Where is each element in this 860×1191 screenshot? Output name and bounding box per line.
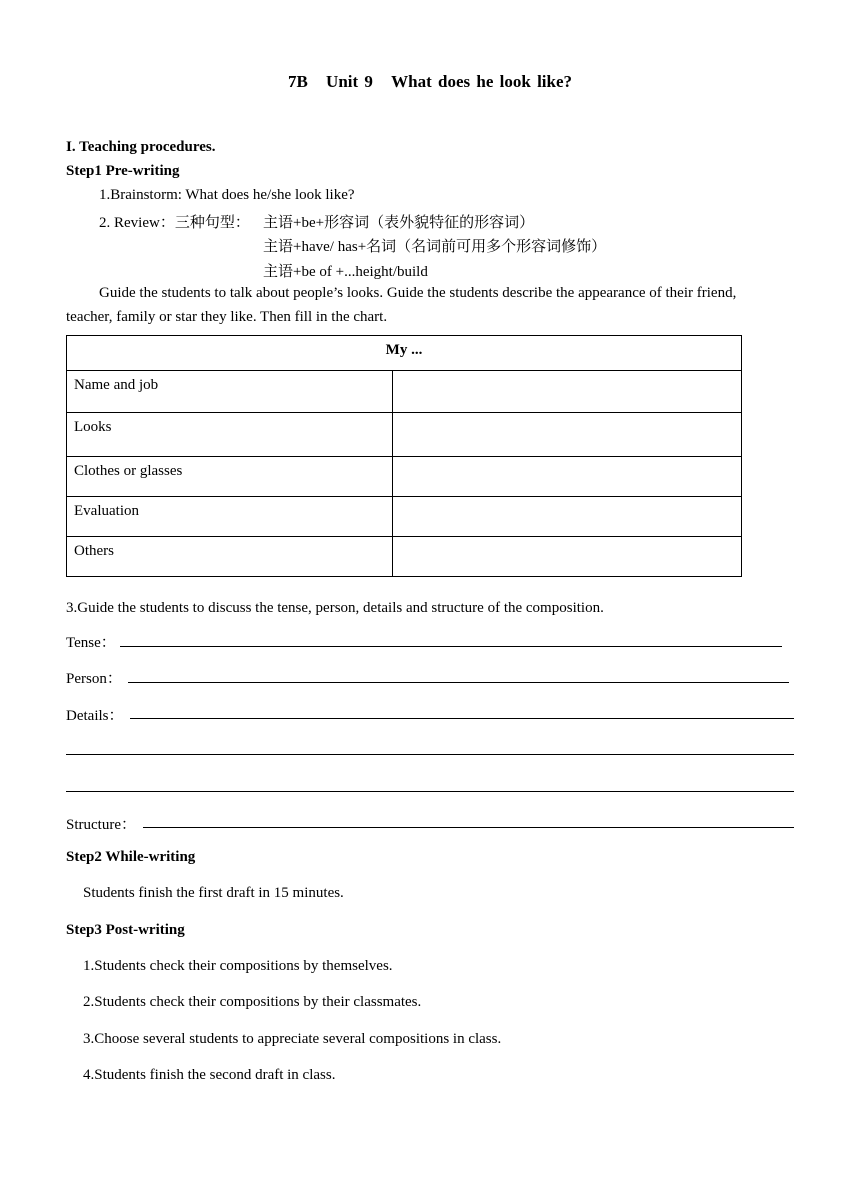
chart-answer-cell[interactable] [393, 457, 742, 497]
guide-text-line-2: teacher, family or star they like. Then fill in the chart. [66, 309, 388, 325]
fill-in-chart [66, 335, 742, 577]
section-heading: I. Teaching procedures. [66, 139, 216, 155]
chart-row-label: Evaluation [67, 497, 393, 537]
chart-answer-cell[interactable] [393, 537, 742, 577]
person-answer-line[interactable] [128, 682, 789, 683]
discuss-item-3: 3.Guide the students to discuss the tense, person, details and structure of the composition. [66, 600, 604, 616]
step3-item: 1.Students check their compositions by themselves. [83, 958, 393, 974]
step3-item: 2.Students check their compositions by their classmates. [83, 994, 422, 1010]
details-label: Details： [66, 708, 124, 724]
pattern-1: 主语+be+形容词（表外貌特征的形容词） [263, 215, 535, 231]
details-answer-line[interactable] [66, 754, 794, 755]
details-answer-line[interactable] [66, 791, 794, 792]
step3-item: 4.Students finish the second draft in class. [83, 1067, 336, 1083]
step2-heading: Step2 While-writing [66, 849, 196, 865]
chart-row [67, 371, 742, 413]
step1-item-2-prefix: 2. Review：三种句型： [99, 215, 250, 231]
chart-row-label: Clothes or glasses [67, 457, 393, 497]
step1-heading: Step1 Pre-writing [66, 163, 180, 179]
title-unit: Unit 9 [326, 72, 373, 91]
step3-item: 3.Choose several students to appreciate several compositions in class. [83, 1031, 502, 1047]
structure-label: Structure： [66, 817, 136, 833]
chart-row [67, 457, 742, 497]
person-label: Person： [66, 671, 122, 687]
title-topic: What does he look like? [391, 72, 573, 91]
chart-answer-cell[interactable] [393, 497, 742, 537]
step2-text: Students finish the first draft in 15 minutes. [83, 885, 344, 901]
pattern-3: 主语+be of +...height/build [263, 264, 428, 280]
chart-row [67, 497, 742, 537]
chart-row-label: Others [67, 537, 393, 577]
chart-answer-cell[interactable] [393, 371, 742, 413]
chart-header-row [67, 336, 742, 371]
tense-label: Tense： [66, 635, 116, 651]
guide-text-line-1: Guide the students to talk about people’s looks. Guide the students describe the appearance of their friend, [99, 285, 737, 301]
chart-row-label: Looks [67, 413, 393, 457]
title-grade: 7B [287, 72, 308, 91]
structure-answer-line[interactable] [143, 827, 794, 828]
chart-header: My ... [67, 336, 742, 371]
chart-answer-cell[interactable] [393, 413, 742, 457]
chart-row [67, 537, 742, 577]
page-title [0, 72, 860, 92]
step3-heading: Step3 Post-writing [66, 922, 185, 938]
chart-row [67, 413, 742, 457]
pattern-2: 主语+have/ has+名词（名词前可用多个形容词修饰） [263, 239, 607, 255]
step1-item-1: 1.Brainstorm: What does he/she look like? [99, 187, 355, 203]
chart-row-label: Name and job [67, 371, 393, 413]
details-answer-line[interactable] [130, 718, 794, 719]
tense-answer-line[interactable] [120, 646, 782, 647]
